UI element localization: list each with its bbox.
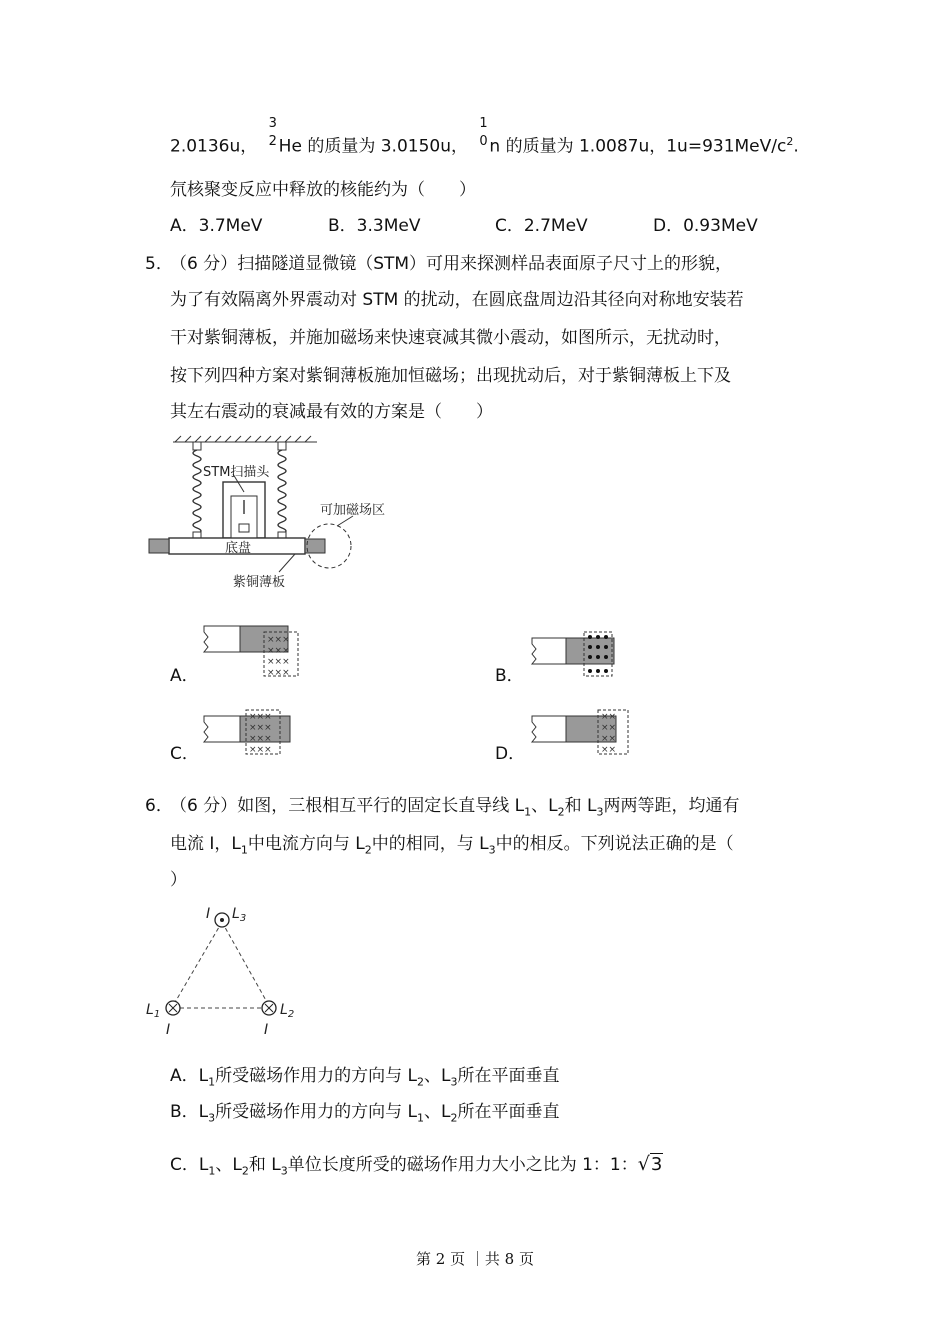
q5-option-d-label: D． — [495, 744, 526, 764]
q5-option-c-label: C． — [170, 744, 199, 764]
wire-l3 — [215, 913, 229, 927]
q6-option-c — [170, 1152, 663, 1183]
q5-option-b-diagram — [528, 630, 628, 680]
q5-option-c-diagram — [200, 708, 300, 758]
q5-line: 按下列四种方案对紫铜薄板施加恒磁场；出现扰动后，对于紫铜薄板上下及 — [170, 366, 731, 386]
q5-number: 5． — [145, 254, 173, 274]
q5-option-b-label: B． — [495, 666, 524, 686]
he-isotope — [263, 116, 279, 154]
q6-line2 — [170, 832, 734, 862]
q5-option-a-diagram — [200, 622, 300, 680]
svg-text:×××: ××× — [267, 646, 290, 656]
q4-text: 2.0136u， — [170, 136, 258, 157]
top-current-label: I — [206, 906, 211, 922]
q4-option-b: B．3.3MeV — [328, 216, 421, 236]
q6-number: 6． — [145, 796, 173, 816]
q4-line1 — [170, 116, 799, 159]
subscript: 3 — [450, 1075, 458, 1089]
wire-subscript: 2 — [287, 1009, 295, 1020]
wire-l2 — [262, 1001, 276, 1015]
q6-text: 中的相同，与 L — [371, 834, 489, 854]
q4-option-d: D．0.93MeV — [653, 216, 758, 236]
subscript: 1 — [240, 843, 248, 857]
option-text: 、L — [423, 1066, 451, 1086]
option-text: 单位长度所受的磁场作用力大小之比为 1：1： — [287, 1155, 638, 1175]
q6-line1 — [170, 794, 739, 824]
subscript: 1 — [208, 1164, 216, 1178]
q4-text: n 的质量为 1.0087u，1u=931MeV/c — [489, 136, 787, 157]
field-label: 可加磁场区 — [320, 503, 386, 518]
q4-line2: 氘核聚变反应中释放的核能约为（ ） — [170, 180, 476, 200]
left-current-label: I — [166, 1022, 171, 1038]
q6-text: 两两等距，均通有 — [603, 796, 740, 816]
option-text: B．L — [170, 1102, 209, 1122]
svg-text:×××: ××× — [249, 734, 272, 744]
q6-text: 中的相反。下列说法正确的是（ — [495, 834, 734, 854]
atomic-number: 2 — [268, 134, 277, 149]
q4-option-a: A．3.7MeV — [170, 216, 263, 236]
svg-text:×××: ××× — [267, 657, 290, 667]
right-wire-label — [280, 1002, 294, 1020]
q4-text: . — [793, 136, 799, 157]
option-text: 所受磁场作用力的方向与 L — [215, 1102, 418, 1122]
ceiling — [173, 436, 317, 442]
q5-line: （6 分）扫描隧道显微镜（STM）可用来探测样品表面原子尺寸上的形貌， — [170, 254, 733, 274]
svg-text:×××: ××× — [249, 712, 272, 722]
right-current-label: I — [264, 1022, 269, 1038]
q4-option-c: C．2.7MeV — [495, 216, 588, 236]
subscript: 3 — [488, 843, 496, 857]
option-text: 、L — [215, 1155, 242, 1175]
top-wire-label — [232, 906, 246, 924]
option-text: A．L — [170, 1066, 209, 1086]
wire-subscript: 1 — [153, 1009, 161, 1020]
option-text: 所在平面垂直 — [457, 1066, 560, 1086]
subscript: 1 — [208, 1075, 216, 1089]
subscript: 2 — [557, 805, 565, 819]
base-label: 底盘 — [225, 541, 252, 556]
subscript: 3 — [208, 1111, 216, 1125]
superscript: 2 — [786, 135, 794, 148]
q6-text: 、L — [531, 796, 558, 816]
svg-text:××: ×× — [601, 745, 617, 755]
svg-text:××: ×× — [601, 712, 617, 722]
option-text: 所在平面垂直 — [457, 1102, 560, 1122]
subscript: 1 — [417, 1111, 425, 1125]
svg-text:×××: ××× — [267, 668, 290, 678]
wire-letter: L — [232, 906, 240, 922]
svg-text:×××: ××× — [249, 745, 272, 755]
q6-text: （6 分）如图，三根相互平行的固定长直导线 L — [170, 796, 525, 816]
sqrt-symbol: √ — [637, 1153, 650, 1175]
q4-text: He 的质量为 3.0150u， — [278, 136, 468, 157]
option-text: 所受磁场作用力的方向与 L — [215, 1066, 417, 1086]
q6-option-a — [170, 1064, 559, 1094]
q5-line: 干对紫铜薄板，并施加磁场来快速衰减其微小震动，如图所示，无扰动时， — [170, 328, 731, 348]
subscript: 3 — [596, 805, 604, 819]
wire-subscript: 3 — [239, 913, 247, 924]
page-footer: 第 2 页 ｜共 8 页 — [416, 1250, 534, 1268]
sqrt-argument: 3 — [650, 1154, 663, 1175]
wire-letter: L — [146, 1002, 154, 1018]
mass-number: 1 — [479, 116, 488, 131]
svg-text:××: ×× — [601, 723, 617, 733]
q5-option-d-diagram — [528, 708, 633, 758]
subscript: 3 — [280, 1164, 288, 1178]
q5-line: 为了有效隔离外界震动对 STM 的扰动，在圆底盘周边沿其径向对称地安装若 — [170, 290, 744, 310]
right-spring — [278, 450, 286, 534]
atomic-number: 0 — [479, 134, 488, 149]
wire-l1 — [166, 1001, 180, 1015]
q6-text: 电流 I，L — [170, 834, 241, 854]
wires-triangle-figure — [140, 900, 310, 1040]
svg-text:×××: ××× — [249, 723, 272, 733]
option-text: 和 L — [248, 1155, 281, 1175]
q6-line3: ） — [170, 870, 187, 890]
svg-text:××: ×× — [601, 734, 617, 744]
mass-number: 3 — [268, 116, 277, 131]
subscript: 1 — [524, 805, 532, 819]
q6-text: 和 L — [564, 796, 597, 816]
subscript: 2 — [364, 843, 372, 857]
q6-text: 中电流方向与 L — [247, 834, 365, 854]
wire-letter: L — [280, 1002, 288, 1018]
left-wire-label — [146, 1002, 160, 1020]
n-isotope — [473, 116, 489, 154]
subscript: 2 — [416, 1075, 424, 1089]
q5-option-a-label: A． — [170, 666, 199, 686]
plate-label: 紫铜薄板 — [233, 575, 286, 590]
option-text: 、L — [424, 1102, 451, 1122]
left-spring — [193, 450, 201, 534]
q6-option-b — [170, 1100, 560, 1130]
subscript: 2 — [450, 1111, 458, 1125]
q5-line: 其左右震动的衰减最有效的方案是（ ） — [170, 402, 493, 422]
option-text: C．L — [170, 1155, 209, 1175]
subscript: 2 — [241, 1164, 249, 1178]
svg-text:×××: ××× — [267, 635, 290, 645]
stm-label: STM扫描头 — [203, 465, 270, 480]
stm-figure — [145, 434, 405, 594]
